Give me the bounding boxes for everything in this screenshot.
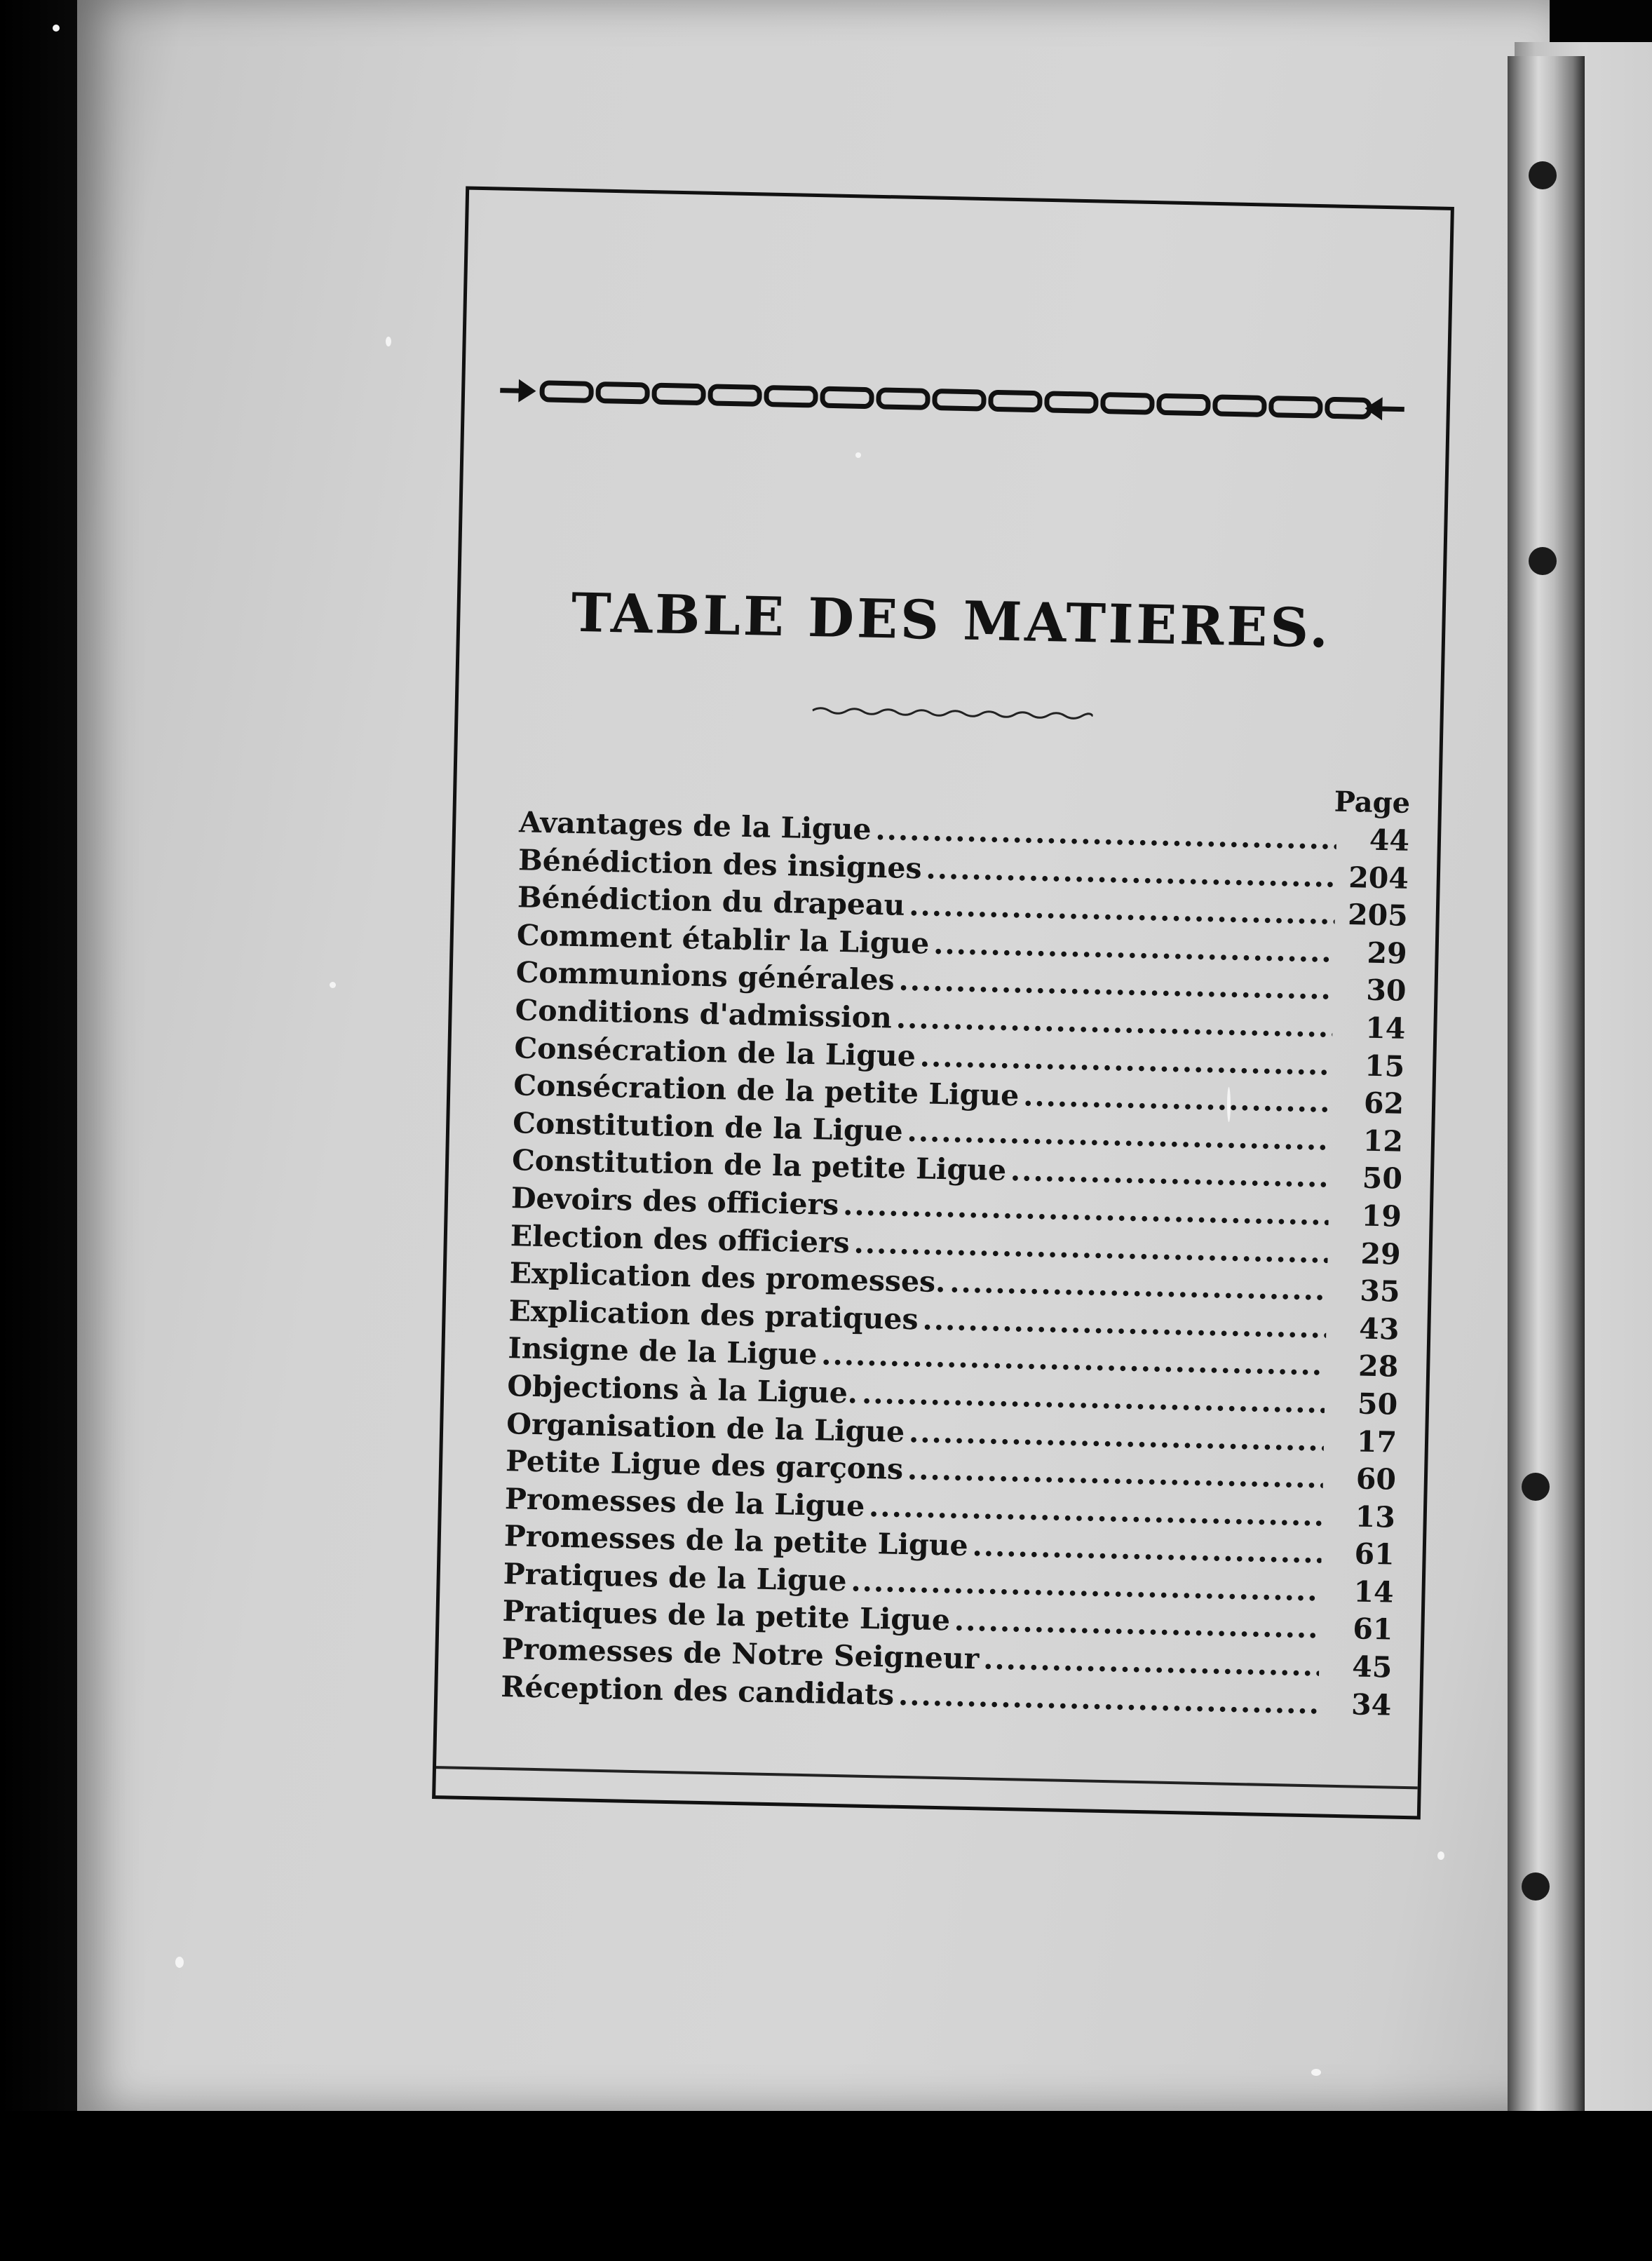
entry-label: Constitution de la petite Ligue — [511, 1143, 1007, 1188]
contents-list — [501, 804, 1410, 1725]
page-title: TABLE DES MATIERES. — [570, 581, 1332, 660]
scan-border — [0, 2111, 1652, 2261]
dot-leader — [983, 1640, 1320, 1685]
entry-page-number: 43 — [1358, 1311, 1400, 1347]
contents-frame — [432, 186, 1454, 1819]
entry-label: Explication des pratiques — [508, 1293, 919, 1337]
entry-page-number: 60 — [1355, 1462, 1397, 1497]
entry-label: Promesses de la Ligue — [504, 1481, 865, 1523]
decorative-rule — [813, 706, 1093, 721]
entry-label: Promesses de la petite Ligue — [503, 1519, 969, 1563]
entry-page-number: 15 — [1364, 1048, 1405, 1084]
entry-label: Consécration de la Ligue — [514, 1030, 916, 1073]
dot-leader — [898, 1677, 1319, 1723]
spine-stitch — [1529, 161, 1557, 189]
dust-speck — [175, 1957, 184, 1968]
entry-label: Bénédiction des insignes — [517, 842, 923, 885]
page-column-header: Page — [1334, 785, 1411, 820]
entry-label: Communions générales — [515, 955, 895, 997]
entry-page-number: 14 — [1365, 1011, 1406, 1046]
entry-label: Réception des candidats — [500, 1669, 895, 1712]
entry-page-number: 50 — [1357, 1386, 1398, 1422]
entry-page-number: 44 — [1369, 823, 1410, 858]
dust-speck — [386, 337, 391, 346]
entry-page-number: 34 — [1350, 1687, 1392, 1722]
entry-page-number: 62 — [1363, 1086, 1404, 1121]
table-of-contents — [501, 766, 1411, 1725]
entry-label: Devoirs des officiers — [510, 1181, 839, 1222]
entry-label: Organisation de la Ligue — [506, 1406, 905, 1449]
entry-label: Promesses de Notre Seigneur — [501, 1632, 980, 1676]
entry-page-number: 204 — [1348, 860, 1409, 896]
entry-page-number: 17 — [1356, 1424, 1397, 1459]
entry-page-number: 19 — [1361, 1199, 1402, 1234]
spine-stitch — [1522, 1872, 1550, 1901]
entry-page-number: 30 — [1365, 973, 1407, 1008]
entry-label: Pratiques de la Ligue — [503, 1556, 848, 1598]
entry-label: Objections à la Ligue. — [506, 1369, 858, 1410]
entry-page-number: 205 — [1347, 898, 1409, 933]
spine-stitch — [1529, 547, 1557, 575]
entry-page-number: 14 — [1353, 1574, 1395, 1609]
entry-label: Petite Ligue des garçons — [505, 1444, 904, 1487]
entry-page-number: 50 — [1362, 1161, 1403, 1196]
entry-label: Explication des promesses. — [509, 1256, 946, 1300]
entry-label: Conditions d'admission — [515, 993, 893, 1035]
entry-page-number: 13 — [1355, 1499, 1396, 1534]
entry-label: Bénédiction du drapeau — [517, 880, 905, 923]
entry-page-number: 28 — [1358, 1349, 1399, 1384]
dot-leader — [1023, 1078, 1332, 1122]
entry-label: Insigne de la Ligue — [508, 1331, 818, 1372]
spine-stitch — [1522, 1473, 1550, 1501]
entry-page-number: 12 — [1362, 1123, 1404, 1159]
entry-label: Constitution de la Ligue — [512, 1105, 904, 1148]
dust-speck — [1311, 2069, 1321, 2076]
entry-label: Comment établir la Ligue — [516, 918, 930, 961]
frame-bottom-rule — [436, 1766, 1418, 1789]
dot-leader — [1010, 1152, 1329, 1196]
entry-label: Pratiques de la petite Ligue — [502, 1594, 951, 1638]
entry-page-number: 61 — [1354, 1537, 1395, 1572]
chain-ornament — [500, 370, 1405, 431]
dust-speck — [1437, 1851, 1444, 1860]
entry-page-number: 29 — [1360, 1236, 1402, 1271]
entry-page-number: 61 — [1352, 1612, 1393, 1647]
entry-label: Election des officiers — [510, 1218, 851, 1260]
entry-label: Avantages de la Ligue — [518, 805, 872, 846]
book-spine — [1508, 56, 1585, 2132]
entry-page-number: 29 — [1367, 936, 1408, 971]
entry-label: Consécration de la petite Ligue — [513, 1068, 1020, 1113]
dust-speck — [330, 982, 336, 988]
entry-page-number: 45 — [1351, 1649, 1393, 1685]
dust-speck — [53, 25, 60, 32]
entry-page-number: 35 — [1359, 1274, 1401, 1309]
